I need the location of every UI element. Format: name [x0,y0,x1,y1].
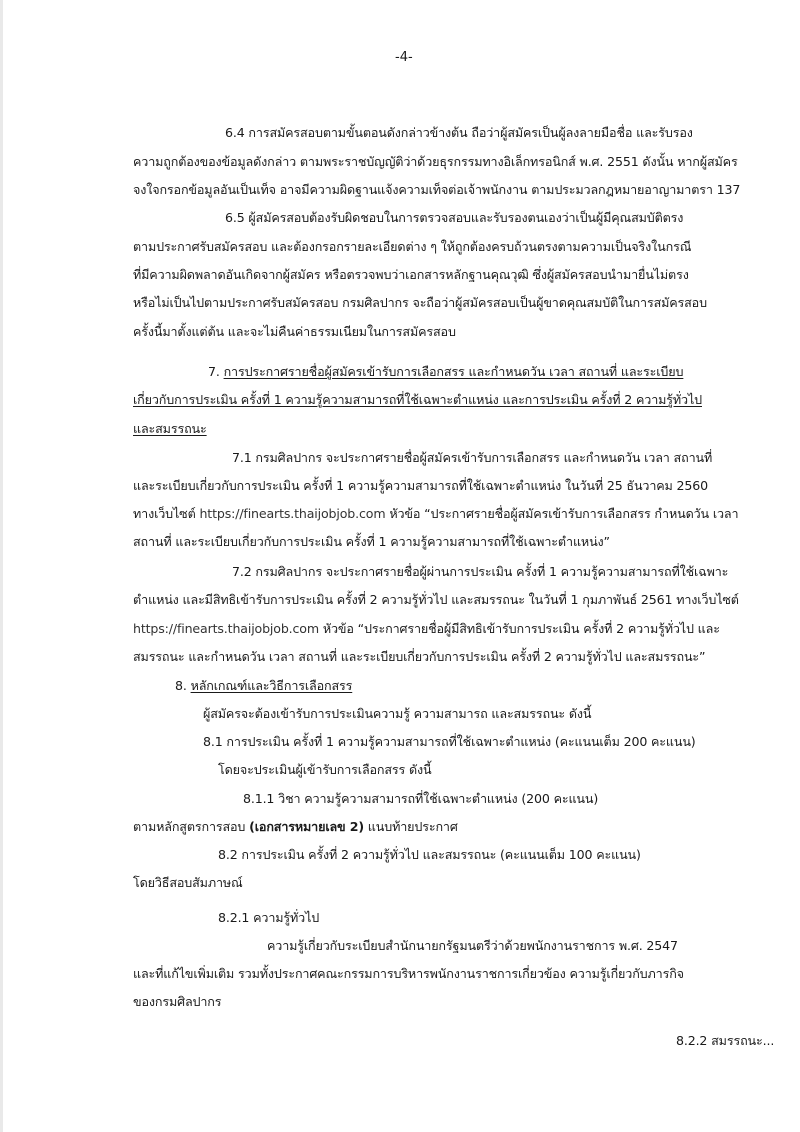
section-8-number: 8. [175,678,187,693]
para-7-1-line-4: สถานที่ และระเบียบเกี่ยวกับการประเมิน ครั้งที่ 1 ความรู้ความสามารถที่ใช้เฉพาะตำแหน่ง” [133,534,610,549]
para-8-2-line-1: 8.2 การประเมิน ครั้งที่ 2 ความรู้ทั่วไป และสมรรถนะ (คะแนนเต็ม 100 คะแนน) [218,847,641,862]
page-number: -4- [395,50,413,65]
document-reference: (เอกสารหมายเลข 2) [249,819,364,834]
section-7-title: การประกาศรายชื่อผู้สมัครเข้ารับการเลือกสรร และกำหนดวัน เวลา สถานที่ และระเบียบ [223,364,684,379]
section-7-heading-line-2: เกี่ยวกับการประเมิน ครั้งที่ 1 ความรู้ความสามารถที่ใช้เฉพาะตำแหน่ง และการประเมิน ครั้งที่ 2 ความรู้ทั่วไป [133,392,702,407]
para-8-2-1-line-3: ของกรมศิลปากร [133,994,222,1009]
para-7-1-line-2: และระเบียบเกี่ยวกับการประเมิน ครั้งที่ 1 ความรู้ความสามารถที่ใช้เฉพาะตำแหน่ง ในวันที่ 25 ธันวาคม 2560 [133,478,708,493]
para-8-1-1-suffix: แนบท้ายประกาศ [363,819,458,834]
para-6-4-line-1: 6.4 การสมัครสอบตามขั้นตอนดังกล่าวข้างต้น ถือว่าผู้สมัครเป็นผู้ลงลายมือชื่อ และรับรอง [225,125,693,140]
section-7-heading-line-1 [208,363,683,381]
para-6-5-line-3: ที่มีความผิดพลาดอันเกิดจากผู้สมัคร หรือตรวจพบว่าเอกสารหลักฐานคุณวุฒิ ซึ่งผู้สมัครสอบนำมายื่นไม่ตรง [133,267,689,282]
para-8-2-1-line-1: ความรู้เกี่ยวกับระเบียบสำนักนายกรัฐมนตรีว่าด้วยพนักงานราชการ พ.ศ. 2547 [267,938,678,953]
section-7-heading-line-3: และสมรรถนะ [133,421,207,436]
website-link[interactable]: https://finearts.thaijobjob.com [133,621,319,636]
para-7-1-line-1: 7.1 กรมศิลปากร จะประกาศรายชื่อผู้สมัครเข้ารับการเลือกสรร และกำหนดวัน เวลา สถานที่ [232,450,713,465]
para-6-4-line-3: จงใจกรอกข้อมูลอันเป็นเท็จ อาจมีความผิดฐานแจ้งความเท็จต่อเจ้าพนักงาน ตามประมวลกฎหมายอาญามาตรา 137 [133,182,741,197]
section-8-intro: ผู้สมัครจะต้องเข้ารับการประเมินความรู้ ความสามารถ และสมรรถนะ ดังนี้ [203,706,592,721]
website-link[interactable]: https://finearts.thaijobjob.com [199,506,386,521]
para-7-1-line-3 [133,505,738,523]
section-8-title: หลักเกณฑ์และวิธีการเลือกสรร [190,678,353,693]
para-6-5-line-2: ตามประกาศรับสมัครสอบ และต้องกรอกรายละเอียดต่าง ๆ ให้ถูกต้องครบถ้วนตรงตามความเป็นจริงในกรณี [133,239,692,254]
para-8-2-1-title: 8.2.1 ความรู้ทั่วไป [218,910,320,925]
para-6-4-line-2: ความถูกต้องของข้อมูลดังกล่าว ตามพระราชบัญญัติว่าด้วยธุรกรรมทางอิเล็กทรอนิกส์ พ.ศ. 2551 ดังนั้น หากผู้สมัคร [133,154,738,169]
para-6-5-line-4: หรือไม่เป็นไปตามประกาศรับสมัครสอบ กรมศิลปากร จะถือว่าผู้สมัครสอบเป็นผู้ขาดคุณสมบัติในการสมัครสอบ [133,295,707,310]
continuation-marker: 8.2.2 สมรรถนะ... [676,1033,775,1048]
para-7-2-line-2: ตำแหน่ง และมีสิทธิเข้ารับการประเมิน ครั้งที่ 2 ความรู้ทั่วไป และสมรรถนะ ในวันที่ 1 กุมภาพันธ์ 2561 ทางเว็บไซต์ [133,592,739,607]
section-7-number: 7. [208,364,220,379]
para-8-1-1-line-2 [133,818,458,836]
para-8-1-1-line-1: 8.1.1 วิชา ความรู้ความสามารถที่ใช้เฉพาะตำแหน่ง (200 คะแนน) [243,791,599,806]
para-7-2-line-4: สมรรถนะ และกำหนดวัน เวลา สถานที่ และระเบียบเกี่ยวกับการประเมิน ครั้งที่ 2 ความรู้ทั่วไป และสมรรถนะ” [133,649,706,664]
para-7-1-topic: หัวข้อ “ประกาศรายชื่อผู้สมัครเข้ารับการเลือกสรร กำหนดวัน เวลา [385,506,739,521]
para-7-2-line-1: 7.2 กรมศิลปากร จะประกาศรายชื่อผู้ผ่านการประเมิน ครั้งที่ 1 ความรู้ความสามารถที่ใช้เฉพาะ [232,564,729,579]
para-8-1-line-1: 8.1 การประเมิน ครั้งที่ 1 ความรู้ความสามารถที่ใช้เฉพาะตำแหน่ง (คะแนนเต็ม 200 คะแนน) [203,734,696,749]
para-8-2-1-line-2: และที่แก้ไขเพิ่มเติม รวมทั้งประกาศคณะกรรมการบริหารพนักงานราชการเกี่ยวข้อง ความรู้เกี่ยวกับภารกิจ [133,966,684,981]
para-7-2-line-3 [133,620,720,638]
para-7-1-prefix: ทางเว็บไซต์ [133,506,200,521]
para-6-5-line-5: ครั้งนี้มาตั้งแต่ต้น และจะไม่คืนค่าธรรมเนียมในการสมัครสอบ [133,324,456,339]
para-8-1-line-2: โดยจะประเมินผู้เข้ารับการเลือกสรร ดังนี้ [218,762,432,777]
scan-edge [0,0,3,1132]
section-8-heading [175,677,352,695]
para-6-5-line-1: 6.5 ผู้สมัครสอบต้องรับผิดชอบในการตรวจสอบและรับรองตนเองว่าเป็นผู้มีคุณสมบัติตรง [225,210,684,225]
para-8-2-line-2: โดยวิธีสอบสัมภาษณ์ [133,875,243,890]
para-7-2-topic: หัวข้อ “ประกาศรายชื่อผู้มีสิทธิเข้ารับการประเมิน ครั้งที่ 2 ความรู้ทั่วไป และ [319,621,720,636]
para-8-1-1-prefix: ตามหลักสูตรการสอบ [133,819,250,834]
